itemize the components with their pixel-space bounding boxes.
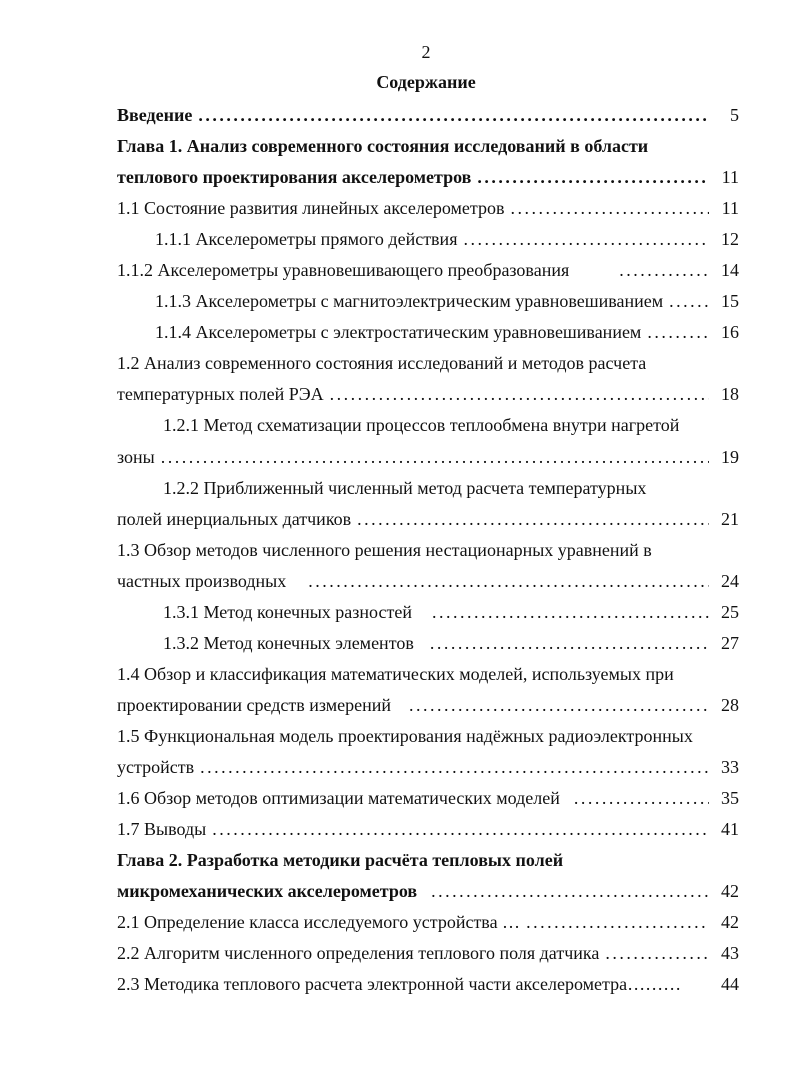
toc-entry-label: полей инерциальных датчиков	[117, 509, 352, 529]
page-number: 2	[421, 42, 431, 62]
toc-entry-1-2-2	[117, 508, 739, 530]
toc-entry-page: 21	[721, 509, 739, 529]
toc-entry-page: 44	[721, 974, 739, 994]
toc-entry-page: 28	[721, 695, 739, 715]
leader-dots	[669, 290, 709, 312]
leader-dots	[432, 601, 709, 623]
toc-entry-label: устройств	[117, 757, 195, 777]
toc-entry-label: 2.1 Определение класса исследуемого устройства …	[117, 912, 521, 932]
toc-entry-1-2-1	[117, 446, 739, 468]
leader-dots	[605, 942, 709, 964]
toc-entry-label: 1.3.2 Метод конечных элементов	[163, 633, 414, 653]
toc-entry-1-5-line1: 1.5 Функциональная модель проектирования надёжных радиоэлектронных	[117, 726, 693, 746]
toc-entry-page: 42	[721, 881, 739, 901]
toc-entry-label: теплового проектирования акселерометров	[117, 167, 472, 187]
toc-entry-label: 2.2 Алгоритм численного определения теплового поля датчика	[117, 943, 600, 963]
toc-entry-page: 19	[721, 447, 739, 467]
toc-entry-label: Введение	[117, 105, 193, 125]
toc-entry-2-3	[117, 973, 739, 995]
toc-entry-1-1-2	[117, 259, 739, 281]
toc-entry-page: 25	[721, 602, 739, 622]
leader-dots	[526, 911, 709, 933]
toc-entry-page: 11	[721, 198, 739, 218]
toc-entry-1-6	[117, 787, 739, 809]
toc-entry-label: частных производных	[117, 571, 287, 591]
toc-entry-page: 16	[721, 322, 739, 342]
leader-dots	[409, 694, 709, 716]
toc-entry-1-1-4	[155, 321, 739, 343]
toc-entry-introduction	[117, 104, 739, 126]
leader-dots	[619, 259, 709, 281]
toc-entry-page: 24	[721, 571, 739, 591]
toc-entry-page: 35	[721, 788, 739, 808]
toc-entry-1-2	[117, 383, 739, 405]
toc-entry-label: 1.3.1 Метод конечных разностей	[163, 602, 412, 622]
toc-entry-page: 27	[721, 633, 739, 653]
toc-entry-label: микромеханических акселерометров	[117, 881, 418, 901]
toc-entry-1-3-1	[163, 601, 739, 623]
leader-dots	[431, 880, 709, 902]
toc-entry-chapter2-line1: Глава 2. Разработка методики расчёта тепловых полей	[117, 850, 564, 870]
leader-dots	[200, 756, 709, 778]
leader-dots	[330, 383, 709, 405]
toc-entry-label: 1.7 Выводы	[117, 819, 207, 839]
toc-entry-page: 12	[721, 229, 739, 249]
leader-dots	[463, 228, 709, 250]
toc-entry-chapter1	[117, 166, 739, 188]
leader-dots	[161, 446, 709, 468]
leader-dots	[357, 508, 709, 530]
toc-entry-label: проектировании средств измерений	[117, 695, 392, 715]
leader-dots	[198, 104, 709, 126]
toc-entry-page: 42	[721, 912, 739, 932]
toc-entry-label: 1.6 Обзор методов оптимизации математических моделей	[117, 788, 560, 808]
toc-entry-1-4-line1: 1.4 Обзор и классификация математических моделей, используемых при	[117, 664, 674, 684]
toc-entry-label: температурных полей РЭА	[117, 384, 324, 404]
toc-entry-label: зоны	[117, 447, 155, 467]
toc-entry-page: 43	[721, 943, 739, 963]
toc-entry-2-2	[117, 942, 739, 964]
toc-entry-label: 1.1.3 Акселерометры с магнитоэлектрическим уравновешиванием	[155, 291, 664, 311]
toc-entry-page: 5	[730, 105, 739, 125]
leader-dots	[430, 632, 709, 654]
toc-entry-1-1-1	[155, 228, 739, 250]
toc-entry-1-2-1-line1: 1.2.1 Метод схематизации процессов теплообмена внутри нагретой	[163, 415, 680, 435]
toc-entry-1-5	[117, 756, 739, 778]
toc-entry-page: 41	[721, 819, 739, 839]
toc-entry-1-4	[117, 694, 739, 716]
toc-entry-page: 14	[721, 260, 739, 280]
toc-entry-label: 1.1.2 Акселерометры уравновешивающего преобразования	[117, 260, 570, 280]
toc-entry-label: 1.1.1 Акселерометры прямого действия	[155, 229, 458, 249]
leader-dots	[212, 818, 709, 840]
toc-entry-label: 1.1 Состояние развития линейных акселерометров	[117, 198, 505, 218]
toc-entry-1-3-2	[163, 632, 739, 654]
toc-entry-chapter1-line1: Глава 1. Анализ современного состояния исследований в области	[117, 136, 649, 156]
leader-dots	[308, 570, 709, 592]
toc-entry-1-3-line1: 1.3 Обзор методов численного решения нестационарных уравнений в	[117, 540, 652, 560]
toc-entry-1-1	[117, 197, 739, 219]
toc-entry-chapter2	[117, 880, 739, 902]
leader-dots	[574, 787, 709, 809]
toc-entry-1-1-3	[155, 290, 739, 312]
leader-dots	[477, 166, 709, 188]
toc-entry-page: 15	[721, 291, 739, 311]
toc-entry-page: 33	[721, 757, 739, 777]
leader-dots	[510, 197, 709, 219]
toc-entry-label: 1.1.4 Акселерометры с электростатическим уравновешиванием	[155, 322, 642, 342]
toc-entry-2-1	[117, 911, 739, 933]
toc-entry-page: 18	[721, 384, 739, 404]
toc-entry-1-7	[117, 818, 739, 840]
toc-entry-page: 11	[721, 167, 739, 187]
toc-entry-label: 2.3 Методика теплового расчета электронной части акселерометра………	[117, 974, 682, 994]
toc-entry-1-2-line1: 1.2 Анализ современного состояния исследований и методов расчета	[117, 353, 647, 373]
toc-entry-1-2-2-line1: 1.2.2 Приближенный численный метод расчета температурных	[163, 478, 647, 498]
toc-entry-1-3	[117, 570, 739, 592]
page-title: Содержание	[376, 72, 476, 92]
leader-dots	[647, 321, 709, 343]
